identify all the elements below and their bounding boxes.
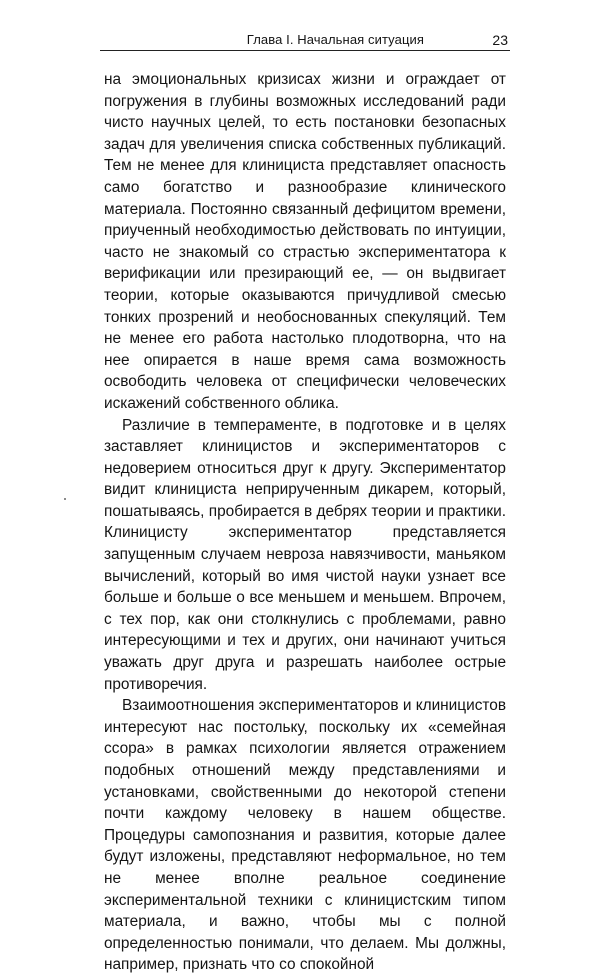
paragraph: Взаимоотношения экспериментаторов и клиницистов интересуют нас постольку, поскольку их «семейная ссора» в рамках психологии является отражением подобных отношений между представлениями и установками, свойственными до некоторой степени почти каждому человеку в нашем обществе. Процедуры самопознания и развития, которые далее будут изложены, представляют неформальное, но тем не менее вполне реальное соединение экспериментальной техники с клиницистским типом материала, и важно, чтобы мы с полной определенностью понимали, что делаем. Мы должны, например, признать что со спокойной [104, 697, 506, 974]
margin-mark [64, 498, 66, 500]
page-number: 23 [492, 32, 508, 48]
body-text [104, 69, 506, 976]
running-header [100, 30, 510, 51]
paragraph: Различие в темпераменте, в подготовке и в целях заставляет клиницистов и экспериментаторов с недоверием относиться друг к другу. Экспериментатор видит клинициста неприрученным дикарем, который, пошатываясь, пробирается в дебрях теории и практики. Клиницисту экспериментатор представляется запущенным случаем невроза навязчивости, маньяком вычислений, который во имя чистой науки узнает все больше и больше о все меньшем и меньшем. Впрочем, с тех пор, как они столкнулись с проблемами, равно интересующими и тех и других, они начинают учиться уважать друг друга и разрешать наиболее острые противоречия. [104, 416, 506, 693]
paragraph-continued: на эмоциональных кризисах жизни и ограждает от погружения в глубины возможных исследований ради чисто научных целей, то есть постановки безопасных задач для увеличения списка собственных публикаций. Тем не менее для клинициста представляет опасность само богатство и разнообразие клинического материала. Постоянно связанный дефицитом времени, приученный необходимостью действовать по интуиции, часто не знакомый со страстью экспериментатора к верификации или презирающий ее, — он выдвигает теории, которые оказываются причудливой смесью тонких прозрений и необоснованных спекуляций. Тем не менее его работа настолько плодотворна, что на нее опирается в наше время сама возможность освободить человека от специфически человеческих искажений собственного облика. [104, 71, 506, 412]
chapter-title: Глава I. Начальная ситуация [246, 32, 424, 47]
